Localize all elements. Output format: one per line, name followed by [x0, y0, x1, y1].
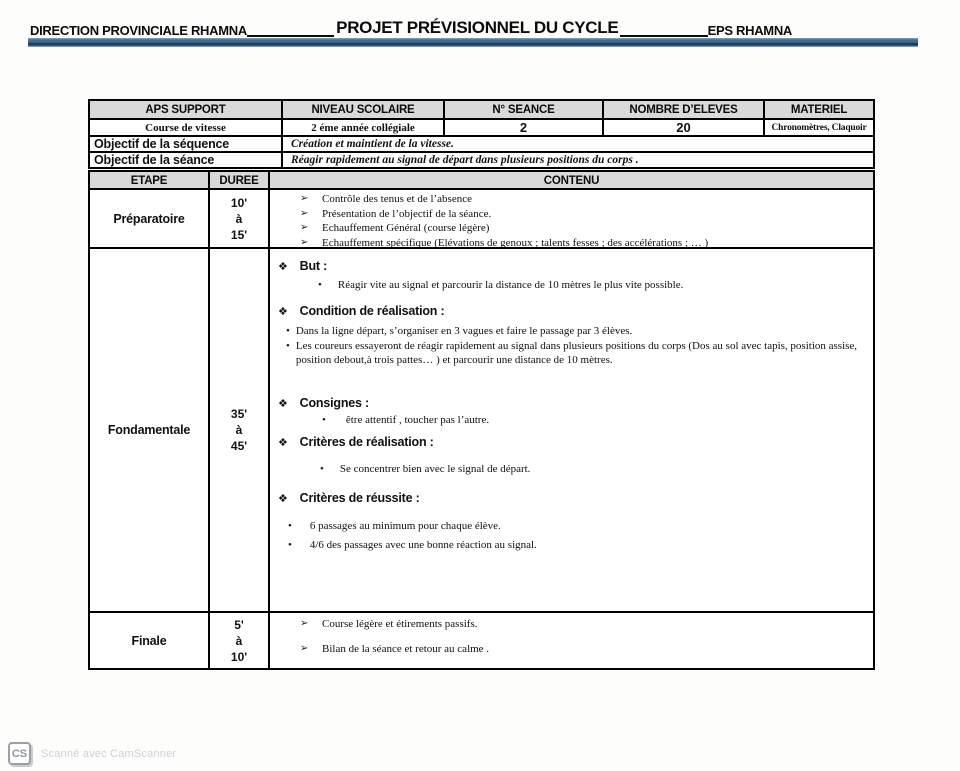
stage-table	[88, 170, 875, 670]
info-table-header-row	[90, 101, 873, 118]
section-heading-text: Critères de réussite :	[299, 491, 420, 505]
list-item-text: Course légère et étirements passifs.	[322, 618, 478, 630]
col-header-duree: DUREE	[208, 172, 268, 189]
objectif-sequence-row	[90, 135, 873, 151]
camscanner-watermark	[8, 742, 176, 765]
camscanner-logo-icon: CS	[8, 742, 31, 765]
arrow-bullet-icon: ➢	[300, 193, 309, 204]
duree-value: 35'	[230, 407, 248, 421]
bullet-item	[288, 538, 537, 552]
diamond-bullet-icon: ❖	[278, 304, 288, 318]
duree-value: à	[235, 423, 243, 437]
info-table	[88, 99, 875, 169]
duree-finale	[208, 611, 268, 668]
letterhead-right: EPS RHAMNA	[707, 23, 793, 38]
list-item	[270, 642, 873, 656]
duree-value: 5'	[234, 617, 244, 632]
section-heading-text: Condition de réalisation :	[299, 304, 445, 318]
col-header-etape: ETAPE	[90, 172, 208, 189]
dot-bullet-icon: •	[288, 520, 292, 532]
section-heading-text: But :	[299, 259, 328, 273]
etape-finale: Finale	[90, 611, 208, 668]
bullet-item	[286, 324, 632, 338]
section-heading-condition	[278, 304, 444, 318]
letterhead-underline-2	[620, 35, 707, 37]
bullet-item	[322, 413, 489, 427]
info-table-value-row	[90, 118, 873, 135]
value-n-seance: 2	[443, 118, 602, 135]
col-header-contenu: CONTENU	[268, 172, 873, 189]
letterhead-title: PROJET PRÉVISIONNEL DU CYCLE	[336, 18, 619, 37]
diamond-bullet-icon: ❖	[278, 435, 288, 449]
bullet-item	[288, 519, 501, 533]
bullet-text: Se concentrer bien avec le signal de départ.	[339, 463, 531, 475]
duree-fondamentale	[208, 247, 268, 611]
divider-bar	[28, 38, 918, 47]
diamond-bullet-icon: ❖	[278, 396, 288, 410]
list-item-text: Bilan de la séance et retour au calme .	[322, 643, 490, 655]
value-nombre-eleves: 20	[602, 118, 763, 135]
duree-value: 15'	[230, 227, 248, 242]
dot-bullet-icon: •	[286, 325, 290, 337]
arrow-bullet-icon: ➢	[300, 643, 309, 654]
diamond-bullet-icon: ❖	[278, 259, 288, 273]
objectif-sequence-value: Création et maintient de la vitesse.	[281, 135, 873, 151]
bullet-text: être attentif , toucher pas l’autre.	[345, 414, 490, 426]
value-niveau-scolaire: 2 éme année collégiale	[281, 118, 443, 135]
duree-preparatoire	[208, 188, 268, 247]
section-heading-consignes	[278, 396, 369, 410]
list-item	[270, 192, 873, 206]
objectif-seance-row	[90, 151, 873, 167]
objectif-sequence-label: Objectif de la séquence	[90, 135, 281, 151]
dot-bullet-icon: •	[318, 279, 322, 291]
list-item-text: Echauffement Général (course légère)	[322, 222, 490, 234]
value-aps-support: Course de vitesse	[90, 118, 281, 135]
arrow-bullet-icon: ➢	[300, 618, 309, 629]
col-header-niveau-scolaire: NIVEAU SCOLAIRE	[281, 101, 443, 118]
duree-value: 10'	[230, 195, 248, 210]
duree-value: à	[235, 211, 243, 226]
section-heading-criteres-realisation	[278, 435, 434, 449]
list-item	[270, 207, 873, 221]
contenu-fondamentale	[268, 247, 873, 611]
arrow-bullet-icon: ➢	[300, 207, 309, 219]
col-header-materiel: MATERIEL	[763, 101, 873, 118]
list-item-text: Contrôle des tenus et de l’absence	[322, 193, 472, 205]
diamond-bullet-icon: ❖	[278, 491, 288, 505]
col-header-n-seance: N° SEANCE	[443, 101, 602, 118]
section-heading-but	[278, 259, 327, 273]
section-heading-text: Consignes :	[299, 396, 370, 410]
dot-bullet-icon: •	[288, 539, 292, 551]
list-item	[270, 221, 873, 235]
list-item-text: Echauffement spécifique (Elévations de genoux ; talents fesses ; des accélérations ; … )	[322, 236, 709, 249]
bullet-text: Réagir vite au signal et parcourir la distance de 10 mètres le plus vite possible.	[337, 279, 684, 291]
contenu-finale	[268, 611, 873, 668]
letterhead-left: DIRECTION PROVINCIALE RHAMNA	[30, 23, 247, 38]
list-item-text: Présentation de l’objectif de la séance.	[322, 207, 492, 220]
contenu-preparatoire	[268, 188, 873, 247]
letterhead	[30, 14, 792, 38]
section-heading-criteres-reussite	[278, 491, 420, 505]
dot-bullet-icon: •	[320, 463, 324, 475]
duree-value: à	[235, 633, 243, 648]
bullet-text: Dans la ligne départ, s’organiser en 3 vagues et faire le passage par 3 élèves.	[295, 325, 633, 337]
list-item	[270, 617, 873, 631]
objectif-seance-value: Réagir rapidement au signal de départ dans plusieurs positions du corps .	[281, 151, 873, 167]
bullet-item	[318, 278, 683, 292]
section-heading-text: Critères de réalisation :	[299, 435, 434, 449]
value-materiel: Chronomètres, Claquoir	[763, 118, 873, 135]
col-header-nombre-eleves: NOMBRE D’ELEVES	[602, 101, 763, 118]
duree-value: 45'	[230, 439, 248, 453]
bullet-item	[320, 462, 530, 476]
dot-bullet-icon: •	[286, 340, 290, 352]
etape-fondamentale: Fondamentale	[90, 247, 208, 611]
objectif-seance-label: Objectif de la séance	[90, 151, 281, 167]
arrow-bullet-icon: ➢	[300, 236, 309, 248]
bullet-text: 6 passages au minimum pour chaque élève.	[309, 520, 501, 532]
dot-bullet-icon: •	[322, 414, 326, 426]
bullet-text: Les coureurs essayeront de réagir rapidement au signal dans plusieurs positions du corps (Dos au sol avec tapis, position assise, position debout,à trois pattes… ) et parcourir une distance de 10 mètres.	[295, 340, 858, 366]
bullet-text: 4/6 des passages avec une bonne réaction au signal.	[309, 539, 537, 551]
bullet-item	[286, 339, 858, 367]
arrow-bullet-icon: ➢	[300, 222, 309, 233]
etape-preparatoire: Préparatoire	[90, 188, 208, 247]
col-header-aps-support: APS SUPPORT	[90, 101, 281, 118]
letterhead-underline-1	[247, 35, 334, 37]
duree-value: 10'	[230, 649, 248, 664]
camscanner-watermark-text: Scanné avec CamScanner	[41, 747, 177, 760]
